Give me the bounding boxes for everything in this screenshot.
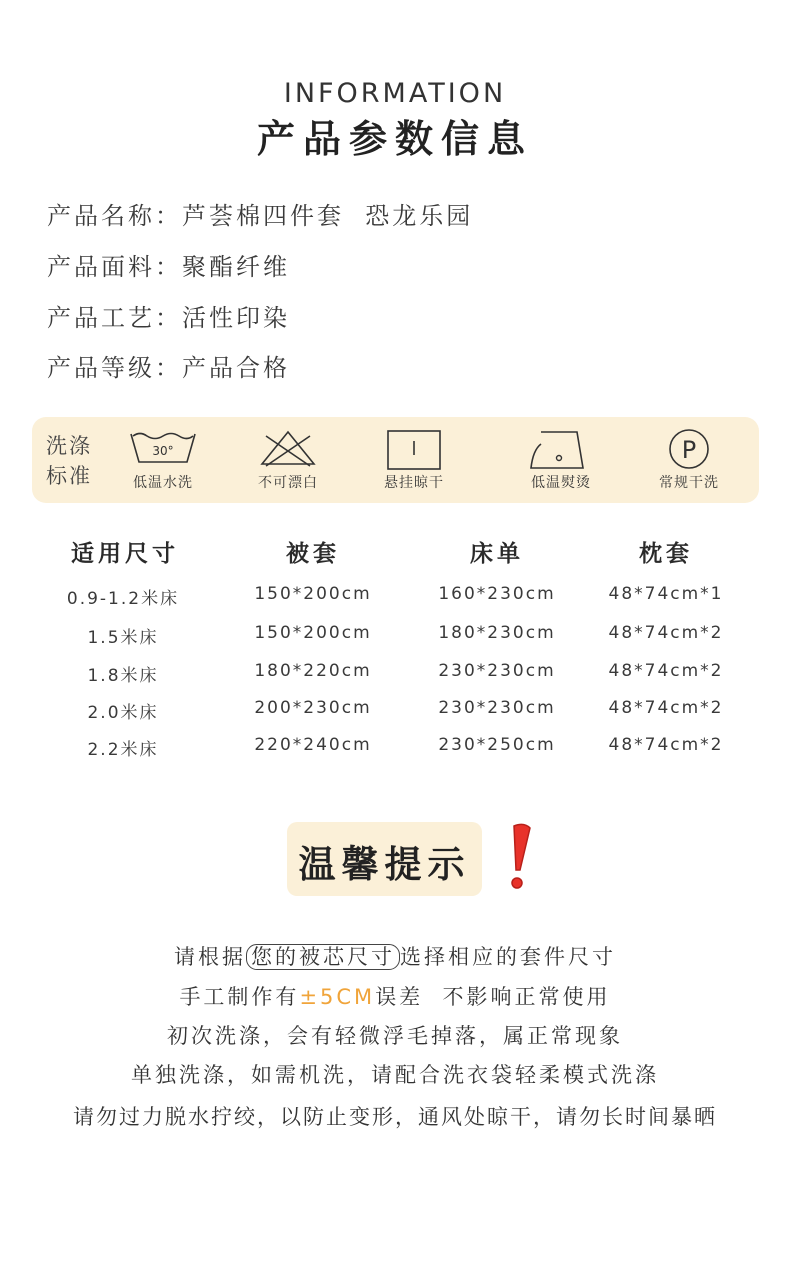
table-cell: 48*74cm*2 <box>608 698 724 718</box>
info-label: 产品工艺： <box>47 304 182 332</box>
care-item-wash <box>103 428 223 492</box>
tips-title: 温馨提示 <box>298 843 471 886</box>
care-item-bleach <box>228 428 348 492</box>
table-cell: 230*230cm <box>438 661 556 681</box>
info-label: 产品等级： <box>47 354 182 382</box>
table-cell: 48*74cm*2 <box>608 661 724 681</box>
low-iron-icon <box>525 428 597 470</box>
table-header: 被套 <box>286 541 340 567</box>
tip-line-4: 单独洗涤，如需机洗，请配合洗衣袋轻柔模式洗涤 <box>131 1063 659 1087</box>
table-cell: 1.5米床 <box>87 628 159 648</box>
info-row-name <box>47 196 473 231</box>
table-cell: 150*200cm <box>254 623 372 643</box>
table-cell: 180*220cm <box>254 661 372 681</box>
care-item-iron <box>501 428 621 492</box>
table-cell: 150*200cm <box>254 584 372 604</box>
title-en: INFORMATION <box>283 78 507 109</box>
tip-boxed-text: 您的被芯尺寸 <box>246 944 400 970</box>
table-cell: 48*74cm*2 <box>608 735 724 755</box>
table-cell: 200*230cm <box>254 698 372 718</box>
table-cell: 230*250cm <box>438 735 556 755</box>
hang-dry-icon <box>378 428 450 470</box>
info-row-craft <box>47 298 290 333</box>
care-label: 常规干洗 <box>659 475 719 491</box>
info-value: 聚酯纤维 <box>182 253 290 281</box>
table-cell: 180*230cm <box>438 623 556 643</box>
care-label: 不可漂白 <box>258 475 318 491</box>
info-value: 芦荟棉四件套 恐龙乐园 <box>182 202 474 230</box>
info-label: 产品名称： <box>47 202 182 230</box>
page-title: 产品参数信息 <box>256 117 533 161</box>
table-cell: 220*240cm <box>254 735 372 755</box>
tip-line-1 <box>0 941 790 971</box>
table-cell: 48*74cm*2 <box>608 623 724 643</box>
tip-text: 误差 不影响正常使用 <box>375 985 611 1009</box>
info-row-fabric <box>47 247 290 282</box>
tip-highlight: ±5CM <box>299 985 376 1009</box>
dry-clean-icon <box>653 428 725 470</box>
care-label: 悬挂晾干 <box>384 475 444 491</box>
care-item-dryclean <box>629 428 749 492</box>
wash-30-icon <box>127 428 199 468</box>
table-cell: 48*74cm*1 <box>608 584 724 604</box>
tip-line-2 <box>0 981 790 1011</box>
care-label: 低温熨烫 <box>531 475 591 491</box>
care-label: 低温水洗 <box>133 475 193 491</box>
exclamation-icon <box>504 822 534 898</box>
tip-text: 手工制作有 <box>179 985 300 1009</box>
tip-line-3: 初次洗涤，会有轻微浮毛掉落，属正常现象 <box>167 1024 623 1048</box>
table-cell: 1.8米床 <box>87 666 159 686</box>
info-value: 活性印染 <box>182 304 290 332</box>
table-cell: 0.9-1.2米床 <box>66 589 180 609</box>
table-header: 适用尺寸 <box>71 541 179 567</box>
table-cell: 2.2米床 <box>87 740 159 760</box>
table-cell: 230*230cm <box>438 698 556 718</box>
svg-text:P: P <box>681 436 697 464</box>
table-header: 床单 <box>470 541 524 567</box>
tip-text: 请根据 <box>174 945 246 969</box>
care-item-hang <box>354 428 474 492</box>
wash-temp: 30° <box>152 444 174 458</box>
care-title: 洗涤标准 <box>46 434 92 488</box>
tip-line-5: 请勿过力脱水拧绞，以防止变形，通风处晾干，请勿长时间暴晒 <box>73 1105 717 1129</box>
info-value: 产品合格 <box>182 354 290 382</box>
table-header: 枕套 <box>639 541 693 567</box>
table-cell: 160*230cm <box>438 584 556 604</box>
tip-text: 选择相应的套件尺寸 <box>400 945 616 969</box>
no-bleach-icon <box>252 428 324 468</box>
info-label: 产品面料： <box>47 253 182 281</box>
info-row-grade <box>47 348 290 383</box>
table-cell: 2.0米床 <box>87 703 159 723</box>
